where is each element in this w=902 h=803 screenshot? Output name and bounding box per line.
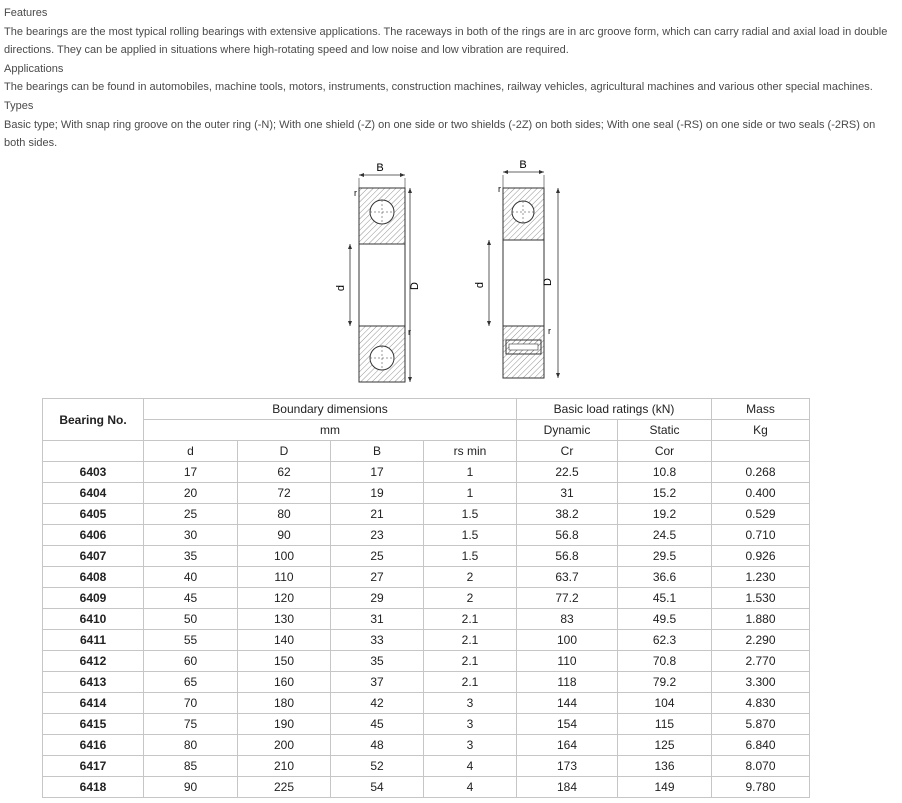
rs-min-cell: 2.1	[424, 651, 517, 672]
radius-label: r	[354, 188, 357, 198]
rs-min-cell: 1	[424, 462, 517, 483]
bearing-no-cell: 6406	[43, 525, 144, 546]
mass-cell: 2.290	[712, 630, 810, 651]
rs-min-cell: 2	[424, 567, 517, 588]
bore-d-cell: 30	[144, 525, 238, 546]
width-b-cell: 33	[331, 630, 424, 651]
width-b-cell: 21	[331, 504, 424, 525]
cor-cell: 79.2	[618, 672, 712, 693]
bearing-drawings	[330, 152, 570, 384]
outer-diameter-label: D	[542, 278, 554, 286]
radius-label: r	[498, 184, 501, 194]
cor-cell: 19.2	[618, 504, 712, 525]
table-row	[43, 546, 810, 567]
table-row	[43, 567, 810, 588]
bearing-no-cell: 6416	[43, 735, 144, 756]
empty-header-cell	[712, 441, 810, 462]
outer-d-cell: 100	[238, 546, 331, 567]
cr-cell: 56.8	[517, 525, 618, 546]
cr-cell: 83	[517, 609, 618, 630]
width-b-cell: 42	[331, 693, 424, 714]
bearing-no-cell: 6408	[43, 567, 144, 588]
outer-d-cell: 120	[238, 588, 331, 609]
rs-min-cell: 2.1	[424, 630, 517, 651]
cr-cell: 118	[517, 672, 618, 693]
bearing-no-cell: 6403	[43, 462, 144, 483]
width-b-cell: 23	[331, 525, 424, 546]
bore-d-cell: 65	[144, 672, 238, 693]
outer-diameter-label: D	[409, 282, 421, 290]
width-b-cell: 27	[331, 567, 424, 588]
outer-d-cell: 140	[238, 630, 331, 651]
bearing-no-cell: 6412	[43, 651, 144, 672]
rs-min-cell: 3	[424, 735, 517, 756]
radius-label: r	[408, 327, 411, 337]
cor-cell: 115	[618, 714, 712, 735]
bearing-no-cell: 6410	[43, 609, 144, 630]
bore-d-cell: 35	[144, 546, 238, 567]
cor-header: Cor	[618, 441, 712, 462]
mass-header: Mass	[712, 399, 810, 420]
bore-d-cell: 85	[144, 756, 238, 777]
bearing-no-cell: 6405	[43, 504, 144, 525]
applications-text: The bearings can be found in automobiles, machine tools, motors, instruments, construction machines, railway vehicles, agricultural machines and various other special machines.	[4, 81, 873, 94]
bore-d-cell: 80	[144, 735, 238, 756]
mass-cell: 0.529	[712, 504, 810, 525]
outer-d-cell: 210	[238, 756, 331, 777]
rs-min-cell: 1	[424, 483, 517, 504]
cr-cell: 154	[517, 714, 618, 735]
description-section	[4, 4, 896, 153]
table-row	[43, 462, 810, 483]
bore-d-cell: 70	[144, 693, 238, 714]
cor-cell: 125	[618, 735, 712, 756]
bore-d-cell: 25	[144, 504, 238, 525]
cor-cell: 104	[618, 693, 712, 714]
mass-cell: 9.780	[712, 777, 810, 798]
width-b-cell: 25	[331, 546, 424, 567]
width-b-header: B	[331, 441, 424, 462]
cor-cell: 45.1	[618, 588, 712, 609]
shielded-bearing-drawing	[474, 159, 560, 378]
rs-min-cell: 2	[424, 588, 517, 609]
mass-cell: 1.530	[712, 588, 810, 609]
mass-cell: 5.870	[712, 714, 810, 735]
cor-cell: 62.3	[618, 630, 712, 651]
cor-cell: 24.5	[618, 525, 712, 546]
outer-d-header: D	[238, 441, 331, 462]
bore-d-cell: 40	[144, 567, 238, 588]
open-bearing-drawing	[335, 162, 421, 382]
width-b-cell: 29	[331, 588, 424, 609]
load-ratings-header: Basic load ratings (kN)	[517, 399, 712, 420]
outer-d-cell: 72	[238, 483, 331, 504]
empty-header-cell	[43, 441, 144, 462]
outer-d-cell: 130	[238, 609, 331, 630]
outer-d-cell: 200	[238, 735, 331, 756]
cor-cell: 136	[618, 756, 712, 777]
outer-d-cell: 190	[238, 714, 331, 735]
table-row	[43, 525, 810, 546]
width-label: B	[519, 159, 527, 171]
cor-cell: 15.2	[618, 483, 712, 504]
table-row	[43, 777, 810, 798]
width-b-cell: 54	[331, 777, 424, 798]
cr-cell: 22.5	[517, 462, 618, 483]
table-row	[43, 693, 810, 714]
table-row	[43, 651, 810, 672]
table-row	[43, 672, 810, 693]
mass-cell: 0.268	[712, 462, 810, 483]
bore-d-cell: 55	[144, 630, 238, 651]
rs-min-cell: 2.1	[424, 609, 517, 630]
bore-d-cell: 90	[144, 777, 238, 798]
bearing-no-cell: 6417	[43, 756, 144, 777]
kg-unit-header: Kg	[712, 420, 810, 441]
cor-cell: 49.5	[618, 609, 712, 630]
bearing-no-cell: 6409	[43, 588, 144, 609]
width-b-cell: 48	[331, 735, 424, 756]
width-b-cell: 17	[331, 462, 424, 483]
rs-min-header: rs min	[424, 441, 517, 462]
types-heading: Types	[4, 99, 34, 112]
bearing-no-cell: 6414	[43, 693, 144, 714]
bearing-no-cell: 6411	[43, 630, 144, 651]
static-header: Static	[618, 420, 712, 441]
bearing-no-cell: 6413	[43, 672, 144, 693]
cr-header: Cr	[517, 441, 618, 462]
dynamic-header: Dynamic	[517, 420, 618, 441]
cr-cell: 56.8	[517, 546, 618, 567]
rs-min-cell: 4	[424, 777, 517, 798]
bearing-spec-table	[42, 398, 810, 798]
bore-label: d	[474, 281, 486, 289]
cr-cell: 77.2	[517, 588, 618, 609]
rs-min-cell: 1.5	[424, 504, 517, 525]
table-row	[43, 714, 810, 735]
bearing-no-cell: 6407	[43, 546, 144, 567]
rs-min-cell: 1.5	[424, 546, 517, 567]
outer-d-cell: 62	[238, 462, 331, 483]
mass-cell: 8.070	[712, 756, 810, 777]
table-row	[43, 504, 810, 525]
mass-cell: 6.840	[712, 735, 810, 756]
table-row	[43, 735, 810, 756]
cr-cell: 31	[517, 483, 618, 504]
boundary-dimensions-header: Boundary dimensions	[144, 399, 517, 420]
mass-cell: 0.710	[712, 525, 810, 546]
width-b-cell: 37	[331, 672, 424, 693]
cr-cell: 63.7	[517, 567, 618, 588]
width-b-cell: 19	[331, 483, 424, 504]
mass-cell: 0.400	[712, 483, 810, 504]
width-b-cell: 52	[331, 756, 424, 777]
types-text: Basic type; With snap ring groove on the outer ring (-N); With one shield (-Z) on one side or two shields (-2Z) on both sides; With one seal (-RS) on one side or two seals (-2RS) on both sides.	[4, 118, 876, 150]
table-row	[43, 756, 810, 777]
radius-label: r	[548, 326, 551, 336]
table-row	[43, 483, 810, 504]
cr-cell: 184	[517, 777, 618, 798]
cr-cell: 173	[517, 756, 618, 777]
outer-d-cell: 150	[238, 651, 331, 672]
mass-cell: 3.300	[712, 672, 810, 693]
bore-d-cell: 17	[144, 462, 238, 483]
table-body	[43, 462, 810, 798]
table-row	[43, 588, 810, 609]
outer-d-cell: 180	[238, 693, 331, 714]
bearing-no-cell: 6404	[43, 483, 144, 504]
bore-d-cell: 45	[144, 588, 238, 609]
features-text: The bearings are the most typical rolling bearings with extensive applications. The raceways in both of the rings are in arc groove form, which can carry radial and axial load in double directions. They can be applied in situations where high-rotating speed and low noise and low vibration are required.	[4, 25, 888, 57]
outer-d-cell: 80	[238, 504, 331, 525]
mass-cell: 1.230	[712, 567, 810, 588]
cr-cell: 110	[517, 651, 618, 672]
bore-label: d	[335, 284, 347, 292]
bore-d-cell: 75	[144, 714, 238, 735]
rs-min-cell: 3	[424, 714, 517, 735]
bore-d-header: d	[144, 441, 238, 462]
applications-heading: Applications	[4, 62, 64, 75]
outer-d-cell: 225	[238, 777, 331, 798]
mm-unit-header: mm	[144, 420, 517, 441]
cr-cell: 38.2	[517, 504, 618, 525]
mass-cell: 0.926	[712, 546, 810, 567]
cr-cell: 100	[517, 630, 618, 651]
width-b-cell: 35	[331, 651, 424, 672]
rs-min-cell: 2.1	[424, 672, 517, 693]
cor-cell: 70.8	[618, 651, 712, 672]
outer-d-cell: 90	[238, 525, 331, 546]
table-row	[43, 630, 810, 651]
features-heading: Features	[4, 7, 48, 19]
bearing-no-cell: 6418	[43, 777, 144, 798]
rs-min-cell: 1.5	[424, 525, 517, 546]
table-row	[43, 609, 810, 630]
cor-cell: 36.6	[618, 567, 712, 588]
mass-cell: 1.880	[712, 609, 810, 630]
mass-cell: 4.830	[712, 693, 810, 714]
cr-cell: 144	[517, 693, 618, 714]
bearing-no-header: Bearing No.	[43, 399, 144, 441]
cor-cell: 149	[618, 777, 712, 798]
bearing-no-cell: 6415	[43, 714, 144, 735]
cor-cell: 10.8	[618, 462, 712, 483]
cor-cell: 29.5	[618, 546, 712, 567]
bore-d-cell: 20	[144, 483, 238, 504]
rs-min-cell: 4	[424, 756, 517, 777]
mass-cell: 2.770	[712, 651, 810, 672]
bore-d-cell: 50	[144, 609, 238, 630]
outer-d-cell: 110	[238, 567, 331, 588]
width-b-cell: 45	[331, 714, 424, 735]
width-b-cell: 31	[331, 609, 424, 630]
rs-min-cell: 3	[424, 693, 517, 714]
outer-d-cell: 160	[238, 672, 331, 693]
width-label: B	[376, 162, 384, 174]
cr-cell: 164	[517, 735, 618, 756]
bore-d-cell: 60	[144, 651, 238, 672]
